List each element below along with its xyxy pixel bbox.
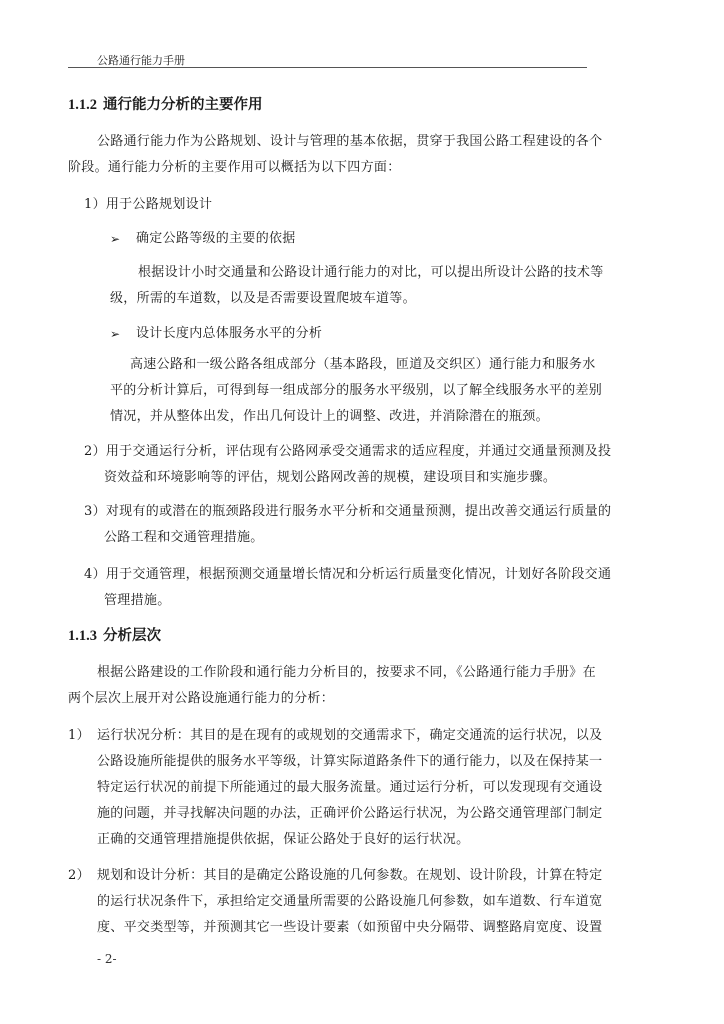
section-title: 分析层次 bbox=[103, 628, 161, 644]
list-item-line: 公路设施所能提供的服务水平等级，计算实际道路条件下的通行能力，以及在保持某一 bbox=[97, 754, 603, 769]
section-number: 1.1.2 bbox=[68, 97, 97, 113]
list-item-line: 资效益和环境影响等的评估，规划公路网改善的规模，建设项目和实施步骤。 bbox=[104, 470, 557, 485]
list-item-line: 特定运行状况的前提下所能通过的最大服务流量。通过运行分析，可以发现现有交通设 bbox=[97, 780, 603, 795]
list-number: 2） bbox=[68, 868, 90, 883]
section-heading-1-1-3 bbox=[68, 624, 161, 645]
paragraph-line: 公路通行能力作为公路规划、设计与管理的基本依据，贯穿于我国公路工程建设的各个 bbox=[97, 134, 603, 149]
list-item-line: 运行状况分析：其目的是在现有的或规划的交通需求下，确定交通流的运行状况，以及 bbox=[97, 728, 603, 743]
paragraph-line: 情况，并从整体出发，作出几何设计上的调整、改进，并消除潜在的瓶颈。 bbox=[110, 409, 549, 424]
list-item-line: 2）用于交通运行分析，评估现有公路网承受交通需求的适应程度，并通过交通量预测及投 bbox=[84, 444, 612, 459]
list-item-line: 施的问题，并寻找解决问题的办法，正确评价公路运行状况，为公路交通管理部门制定 bbox=[97, 806, 603, 821]
list-item-line: 的运行状况条件下，承担给定交通量所需要的公路设施几何参数，如车道数、行车道宽 bbox=[97, 894, 603, 909]
arrow-bullet-icon: ➢ bbox=[110, 232, 121, 246]
list-item-line: 规划和设计分析：其目的是确定公路设施的几何参数。在规划、设计阶段，计算在特定 bbox=[97, 868, 603, 883]
paragraph-line: 根据设计小时交通量和公路设计通行能力的对比，可以提出所设计公路的技术等 bbox=[138, 265, 604, 280]
header-rule bbox=[68, 67, 587, 68]
running-header: 公路通行能力手册 bbox=[97, 54, 185, 67]
paragraph-line: 阶段。通行能力分析的主要作用可以概括为以下四方面： bbox=[68, 160, 401, 175]
list-item-line: 4）用于交通管理，根据预测交通量增长情况和分析运行质量变化情况，计划好各阶段交通 bbox=[84, 567, 612, 582]
sub-item-title: 确定公路等级的主要的依据 bbox=[136, 231, 296, 246]
list-item-line: 3）对现有的或潜在的瓶颈路段进行服务水平分析和交通量预测，提出改善交通运行质量的 bbox=[84, 504, 612, 519]
section-number: 1.1.3 bbox=[68, 628, 97, 644]
arrow-bullet-icon: ➢ bbox=[110, 327, 121, 341]
list-item-line: 度、平交类型等，并预测其它一些设计要素（如预留中央分隔带、调整路肩宽度、设置 bbox=[97, 920, 603, 935]
sub-item-title: 设计长度内总体服务水平的分析 bbox=[136, 326, 323, 341]
list-item-line: 管理措施。 bbox=[104, 593, 171, 608]
section-heading-1-1-2 bbox=[68, 93, 263, 114]
paragraph-line: 平的分析计算后，可得到每一组成部分的服务水平级别，以了解全线服务水平的差别 bbox=[110, 383, 603, 398]
section-title: 通行能力分析的主要作用 bbox=[103, 97, 263, 113]
list-item-label: 1）用于公路规划设计 bbox=[84, 197, 213, 212]
list-item-line: 正确的交通管理措施提供依据，保证公路处于良好的运行状况。 bbox=[97, 832, 470, 847]
paragraph-line: 级，所需的车道数，以及是否需要设置爬坡车道等。 bbox=[110, 291, 416, 306]
paragraph-line: 高速公路和一级公路各组成部分（基本路段，匝道及交织区）通行能力和服务水 bbox=[130, 357, 596, 372]
list-number: 1） bbox=[68, 728, 90, 743]
list-item-line: 公路工程和交通管理措施。 bbox=[104, 530, 264, 545]
paragraph-line: 两个层次上展开对公路设施通行能力的分析： bbox=[68, 691, 335, 706]
page-number: - 2- bbox=[97, 952, 117, 966]
paragraph-line: 根据公路建设的工作阶段和通行能力分析目的，按要求不同，《公路通行能力手册》在 bbox=[97, 665, 596, 680]
